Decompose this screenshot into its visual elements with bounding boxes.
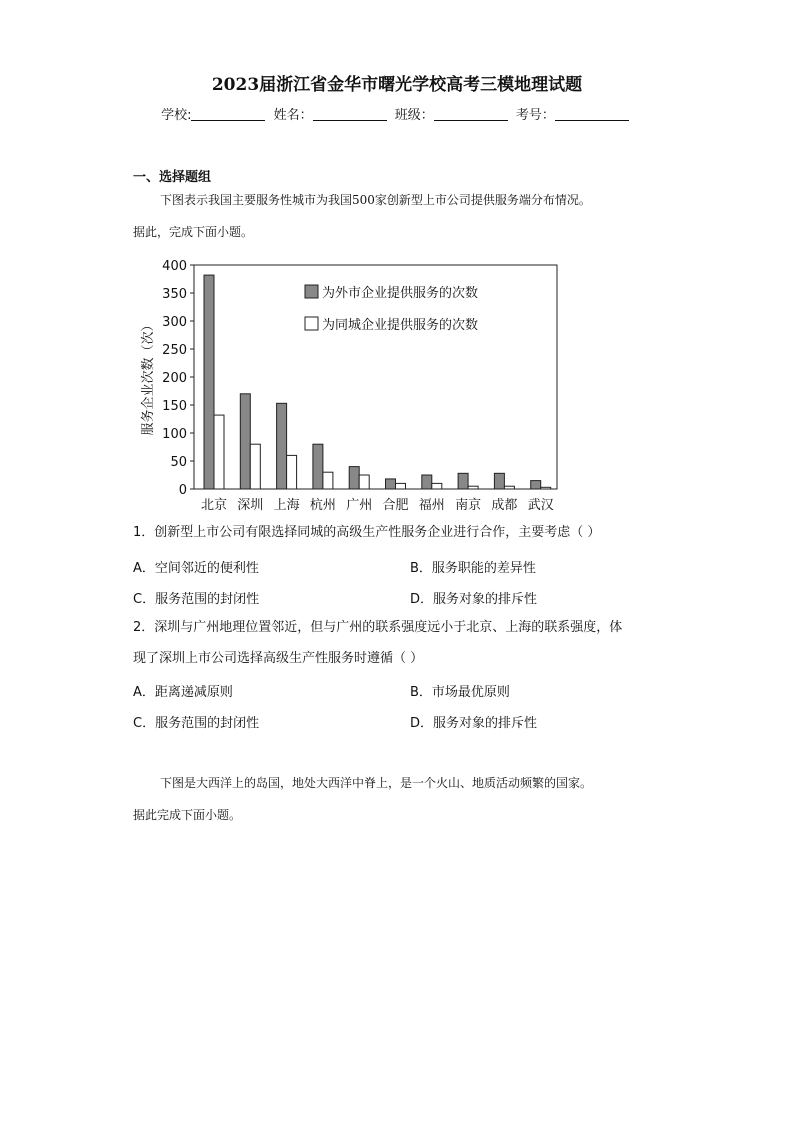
bar-other-city [349,467,359,489]
x-category-label: 深圳 [237,498,264,513]
section-title: 一、选择题组 [133,170,212,185]
school-label: 学校: [161,108,192,123]
intro-paragraph-2 [133,767,673,831]
bar-same-city [468,486,478,489]
bar-same-city [359,475,369,489]
y-tick-label: 200 [162,371,187,386]
legend-swatch [305,317,318,330]
student-info-line [0,104,794,123]
legend-label: 为同城企业提供服务的次数 [322,318,479,333]
bar-chart [0,250,794,520]
y-tick-label: 400 [162,259,187,274]
q2-option-d[interactable]: D．服务对象的排斥性 [410,716,538,731]
x-category-label: 成都 [491,498,518,513]
q2-option-b[interactable]: B．市场最优原则 [410,685,510,700]
question-2-stem [133,612,673,674]
q2-option-c[interactable]: C．服务范围的封闭性 [133,716,260,731]
legend-swatch [305,285,318,298]
bar-other-city [531,481,541,489]
y-tick-label: 300 [162,315,187,330]
bar-other-city [422,475,432,489]
y-tick-label: 350 [162,287,187,302]
y-tick-label: 100 [162,427,187,442]
y-tick-label: 0 [178,483,187,498]
y-axis-label: 服务企业次数（次） [141,318,156,436]
bar-other-city [386,479,396,489]
name-blank[interactable] [313,108,387,121]
question-1-stem: 1．创新型上市公司有限选择同城的高级生产性服务企业进行合作，主要考虑（ ） [133,525,601,540]
q1-option-c[interactable]: C．服务范围的封闭性 [133,592,260,607]
bar-same-city [287,455,297,489]
bar-other-city [313,444,323,489]
bar-other-city [277,403,287,489]
intro-paragraph-1 [133,184,673,248]
bar-other-city [204,275,214,489]
bar-same-city [323,472,333,489]
intro-2-line-2: 据此完成下面小题。 [133,808,242,822]
x-category-label: 上海 [273,498,300,513]
x-category-label: 广州 [346,498,373,513]
school-blank[interactable] [191,108,265,121]
legend-label: 为外市企业提供服务的次数 [322,286,479,301]
y-tick-label: 50 [170,455,187,470]
name-label: 姓名： [273,108,313,123]
class-label: 班级： [394,108,434,123]
intro-1-line-1: 下图表示我国主要服务性城市为我国500家创新型上市公司提供服务端分布情况。 [160,193,591,207]
q1-option-a[interactable]: A．空间邻近的便利性 [133,561,259,576]
q1-option-b[interactable]: B．服务职能的差异性 [410,561,536,576]
bar-same-city [214,415,224,489]
exam-number-blank[interactable] [555,108,629,121]
x-category-label: 杭州 [309,498,336,513]
bar-same-city [541,487,551,489]
y-tick-label: 150 [162,399,187,414]
bar-same-city [432,483,442,489]
page-title: 2023届浙江省金华市曙光学校高考三模地理试题 [211,75,583,95]
intro-2-line-1: 下图是大西洋上的岛国，地处大西洋中脊上，是一个火山、地质活动频繁的国家。 [160,776,593,790]
bar-other-city [494,473,504,489]
q2-stem-line-2: 现了深圳上市公司选择高级生产性服务时遵循（ ） [133,651,424,666]
q2-option-a[interactable]: A．距离递减原则 [133,685,233,700]
q1-option-d[interactable]: D．服务对象的排斥性 [410,592,538,607]
class-blank[interactable] [434,108,508,121]
bar-other-city [240,394,250,489]
q2-stem-line-1: 2．深圳与广州地理位置邻近，但与广州的联系强度远小于北京、上海的联系强度，体 [133,620,623,635]
bar-same-city [504,486,514,489]
x-category-label: 合肥 [382,498,409,513]
x-category-label: 南京 [455,498,482,513]
intro-1-line-2: 据此，完成下面小题。 [133,225,254,239]
bar-same-city [250,444,260,489]
bar-other-city [458,473,468,489]
exam-number-label: 考号： [515,108,555,123]
x-category-label: 北京 [200,498,228,513]
x-category-label: 福州 [418,498,445,513]
bar-same-city [396,483,406,489]
y-tick-label: 250 [162,343,187,358]
x-category-label: 武汉 [527,498,554,513]
